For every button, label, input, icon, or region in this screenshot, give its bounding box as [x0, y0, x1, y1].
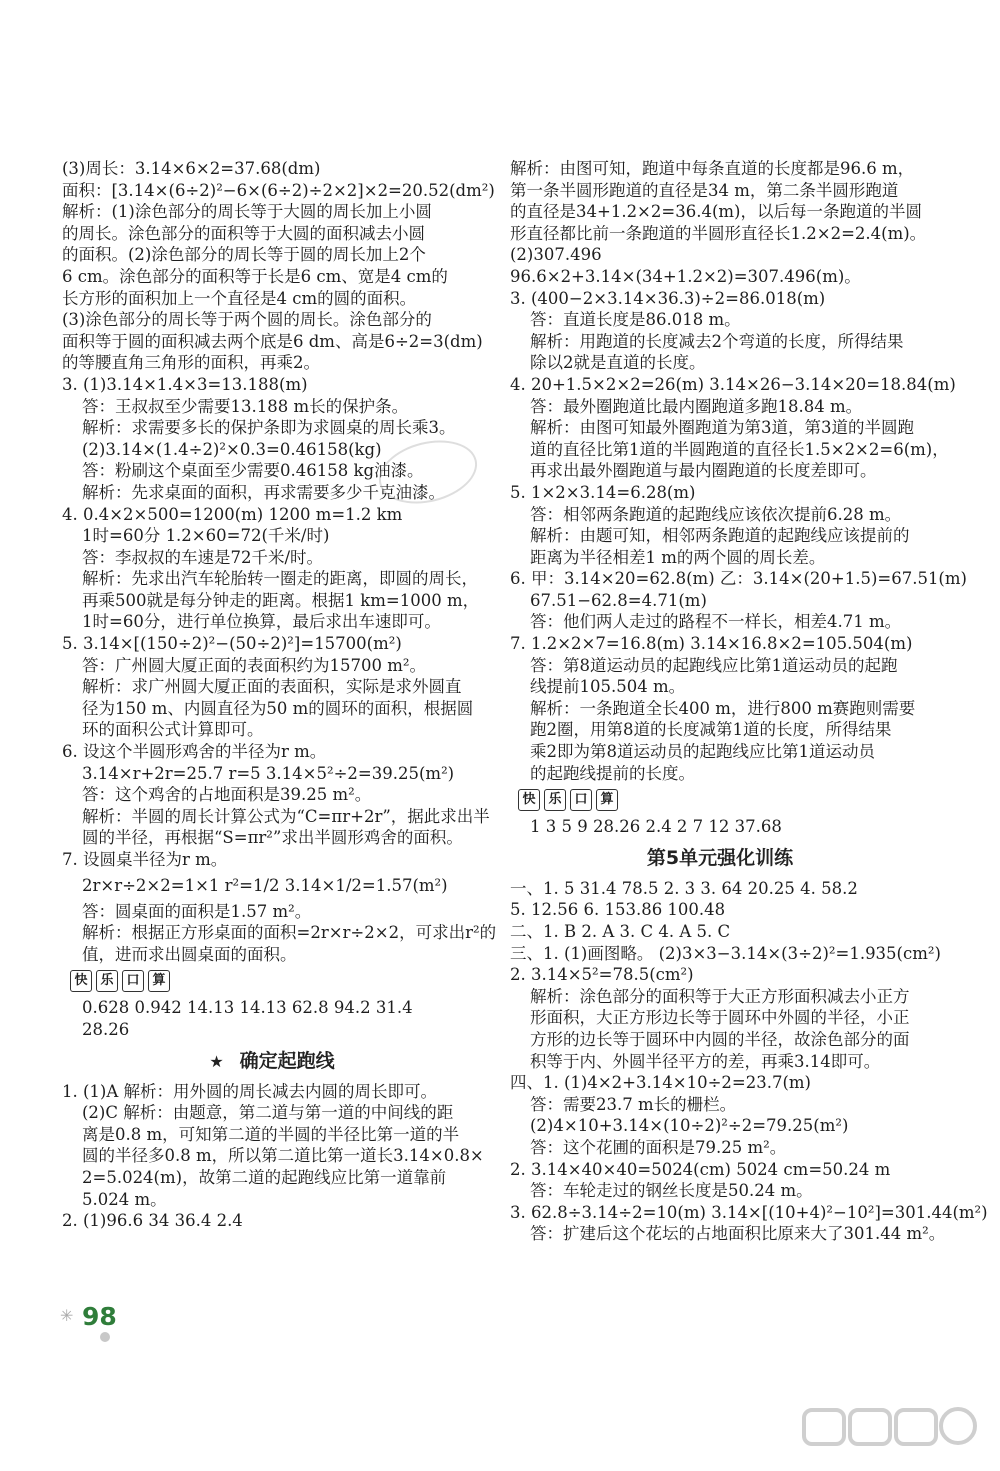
text-line: 答：圆桌面的面积是1.57 m²。 [82, 901, 312, 921]
left-column [62, 158, 497, 1232]
unit-title: 第5单元强化训练 [646, 846, 794, 869]
text-line: 解析：涂色部分的面积等于大正方形面积减去小正方 [530, 986, 910, 1006]
text-line: 4. 0.4×2×500=1200(m) 1200 m=1.2 km [62, 504, 403, 524]
dot-icon [100, 1332, 110, 1342]
text-line: 第一条半圆形跑道的直径是34 m，第二条半圆形跑道 [510, 180, 899, 200]
label-char: 乐 [96, 970, 118, 992]
text-line: 答：车轮走过的钢丝长度是50.24 m。 [530, 1181, 813, 1201]
text-line: 2. 3.14×5²=78.5(cm²) [510, 965, 694, 985]
label-char: 口 [570, 789, 592, 811]
text-line: 3. (400−2×3.14×36.3)÷2=86.018(m) [510, 288, 826, 308]
text-line: 2. 3.14×40×40=5024(cm) 5024 cm=50.24 m [510, 1159, 891, 1179]
text-line: 3.14×r+2r=25.7 r=5 3.14×5²÷2=39.25(m²) [82, 763, 455, 783]
text-line: 二、1. B 2. A 3. C 4. A 5. C [510, 922, 731, 941]
text-line: 答：扩建后这个花坛的占地面积比原来大了301.44 m²。 [530, 1224, 946, 1244]
text-line: 67.51−62.8=4.71(m) [530, 590, 707, 610]
text-line: 答：第8道运动员的起跑线应比第1道运动员的起跑 [530, 655, 898, 675]
text-line: (2)4×10+3.14×(10÷2)²÷2=79.25(m²) [530, 1116, 849, 1136]
text-line: 的周长。涂色部分的面积等于大圆的面积减去小圆 [62, 223, 425, 243]
text-line: 5.024 m。 [82, 1189, 167, 1209]
text-line: 5. 12.56 6. 153.86 100.48 [510, 900, 726, 920]
text-line: 三、1. (1)画图略。 (2)3×3−3.14×(3÷2)²=1.935(cm²) [510, 943, 941, 963]
text-line: 答：广州圆大厦正面的表面积约为15700 m²。 [82, 655, 426, 675]
text-line: (2)307.496 [510, 245, 602, 265]
text-line: 96.6×2+3.14×(34+1.2×2)=307.496(m)。 [510, 266, 861, 286]
label-char: 快 [518, 789, 540, 811]
kousuan-values: 1 3 5 9 28.26 2.4 2 7 12 37.68 [530, 817, 782, 837]
text-line: 形直径都比前一条跑道的半圆形直径长1.2×2=2.4(m)。 [510, 223, 927, 243]
text-line: 方形的边长等于圆环中内圆的半径，故涂色部分的面 [530, 1029, 910, 1049]
text-line: 面积等于圆的面积减去两个底是6 dm、高是6÷2=3(dm) [62, 331, 483, 351]
text-line: 解析：(1)涂色部分的周长等于大圆的周长加上小圆 [62, 202, 432, 222]
text-line: 答：直道长度是86.018 m。 [530, 310, 741, 330]
text-line: 6. 甲：3.14×20=62.8(m) 乙：3.14×(20+1.5)=67.51(m) [510, 569, 967, 589]
text-line: 2=5.024(m)，故第二道的起跑线应比第一道靠前 [82, 1167, 447, 1187]
site-logo-icon [800, 1404, 980, 1468]
text-line: 解析：由题可知，相邻两条跑道的起跑线应该提前的 [530, 526, 910, 546]
text-line: 答：他们两人走过的路程不一样长，相差4.71 m。 [530, 612, 902, 632]
label-char: 算 [148, 970, 170, 992]
text-line: 答：李叔叔的车速是72千米/时。 [82, 547, 324, 567]
kuaile-kousuan-label [518, 788, 930, 812]
text-line: 圆的半径，再根据“S=πr²”求出半圆形鸡舍的面积。 [82, 828, 463, 848]
text-line: 一、1. 5 31.4 78.5 2. 3 3. 64 20.25 4. 58.2 [510, 878, 858, 898]
text-line: 除以2就是直道的长度。 [530, 353, 706, 373]
text-line: 3. (1)3.14×1.4×3=13.188(m) [62, 374, 308, 394]
right-column [510, 158, 988, 1245]
text-line: (3)周长：3.14×6×2=37.68(dm) [62, 159, 321, 178]
text-line: 答：粉刷这个桌面至少需要0.46158 kg油漆。 [82, 461, 424, 481]
text-line: 6 cm。涂色部分的面积等于长是6 cm、宽是4 cm的 [62, 266, 448, 286]
text-line: 的面积。(2)涂色部分的周长等于圆的周长加上2个 [62, 245, 426, 265]
text-line: 值，进而求出圆桌面的面积。 [82, 944, 297, 964]
text-line: 积等于内、外圆半径平方的差，再乘3.14即可。 [530, 1051, 881, 1071]
star-icon: ✳ [60, 1306, 74, 1325]
text-line: 的直径是34+1.2×2=36.4(m)，以后每一条跑道的半圆 [510, 202, 922, 222]
label-char: 快 [70, 970, 92, 992]
text-line: 答：相邻两条跑道的起跑线应该依次提前6.28 m。 [530, 504, 902, 524]
text-line: 1时=60分 1.2×60=72(千米/时) [82, 526, 330, 546]
kousuan-values: 0.628 0.942 14.13 14.13 62.8 94.2 31.4 [82, 998, 413, 1018]
kousuan-values: 28.26 [82, 1019, 130, 1039]
text-line: 解析：先求出汽车轮胎转一圈走的距离，即圆的周长， [82, 569, 478, 589]
text-line: 5. 3.14×[(150÷2)²−(50÷2)²]=15700(m²) [62, 634, 402, 654]
text-line: (3)涂色部分的周长等于两个圆的周长。涂色部分的 [62, 310, 432, 330]
text-line: 5. 1×2×3.14=6.28(m) [510, 482, 696, 502]
text-line: (2)3.14×(1.4÷2)²×0.3=0.46158(kg) [82, 439, 382, 459]
text-line: 解析：用跑道的长度减去2个弯道的长度，所得结果 [530, 331, 904, 351]
text-line: 答：最外圈跑道比最内圈跑道多跑18.84 m。 [530, 396, 863, 416]
text-line: 解析：求广州圆大厦正面的表面积，实际是求外圆直 [82, 677, 462, 697]
text-line: 解析：先求桌面的面积，再求需要多少千克油漆。 [82, 482, 445, 502]
text-line: 解析：由图可知，跑道中每条直道的长度都是96.6 m， [510, 159, 915, 178]
text-line: 3. 62.8÷3.14÷2=10(m) 3.14×[(10+4)²−10²]=301.44(m²) [510, 1202, 988, 1222]
text-line: 径为150 m、内圆直径为50 m的圆环的面积，根据圆 [82, 698, 474, 718]
text-line: 的等腰直角三角形的面积，再乘2。 [62, 353, 320, 373]
text-line: 跑2圈，用第8道的长度减第1道的长度，所得结果 [530, 720, 892, 740]
answer-block-left-top [62, 158, 497, 965]
text-line: 2. (1)96.6 34 36.4 2.4 [62, 1211, 243, 1231]
text-line: 道的直径比第1道的半圆跑道的直径长1.5×2×2=6(m)， [530, 439, 949, 459]
text-line: 离是0.8 m，可知第二道的半圆的半径比第一道的半 [82, 1124, 460, 1144]
text-line: 1时=60分，进行单位换算，最后求出车速即可。 [82, 612, 441, 632]
text-line: 答：需要23.7 m长的栅栏。 [530, 1094, 737, 1114]
kuaile-kousuan-label [70, 969, 482, 993]
text-line: 解析：半圆的周长计算公式为“C=πr+2r”，据此求出半 [82, 806, 490, 826]
text-line: 解析：一条跑道全长400 m，进行800 m赛跑则需要 [530, 698, 916, 718]
label-char: 乐 [544, 789, 566, 811]
text-line: 答：这个花圃的面积是79.25 m²。 [530, 1137, 787, 1157]
text-line: 环的面积公式计算即可。 [82, 720, 264, 740]
text-line: 再求出最外圈跑道与最内圈跑道的长度差即可。 [530, 461, 877, 481]
text-line: 线提前105.504 m。 [530, 677, 686, 697]
text-line: 形面积，大正方形边长等于圆环中外圆的半径，小正 [530, 1008, 910, 1028]
text-line: 1. (1)A 解析：用外圆的周长减去内圆的周长即可。 [62, 1081, 438, 1101]
label-char: 口 [122, 970, 144, 992]
text-line: 圆的半径多0.8 m，所以第二道比第一道长3.14×0.8× [82, 1146, 484, 1166]
text-line: 4. 20+1.5×2×2=26(m) 3.14×26−3.14×20=18.84(m) [510, 374, 956, 394]
text-line: (2)C 解析：由题意，第二道与第一道的中间线的距 [82, 1103, 454, 1123]
text-line: 答：王叔叔至少需要13.188 m长的保护条。 [82, 396, 409, 416]
text-line: 乘2即为第8道运动员的起跑线应比第1道运动员 [530, 742, 875, 762]
text-line: 长方形的面积加上一个直径是4 cm的圆的面积。 [62, 288, 417, 308]
text-line: 解析：根据正方形桌面的面积=2r×r÷2×2，可求出r²的 [82, 923, 497, 943]
text-line: 答：这个鸡舍的占地面积是39.25 m²。 [82, 785, 372, 805]
text-line: 四、1. (1)4×2+3.14×10÷2=23.7(m) [510, 1073, 811, 1093]
text-line: 6. 设这个半圆形鸡舍的半径为r m。 [62, 742, 327, 762]
section-heading [62, 1041, 482, 1081]
text-line: 2r×r÷2×2=1×1 r²=1/2 3.14×1/2=1.57(m²) [82, 875, 448, 895]
section-title: 确定起跑线 [239, 1049, 335, 1072]
text-line: 7. 1.2×2×7=16.8(m) 3.14×16.8×2=105.504(m) [510, 634, 913, 654]
text-line: 再乘500就是每分钟走的距离。根据1 km=1000 m， [82, 590, 480, 610]
star-icon: ★ [209, 1051, 224, 1071]
text-line: 面积：[3.14×(6÷2)²−6×(6÷2)÷2×2]×2=20.52(dm²) [62, 180, 495, 200]
text-line: 的起跑线提前的长度。 [530, 763, 695, 783]
text-line: 距离为半径相差1 m的两个圆的周长差。 [530, 547, 826, 567]
text-line: 7. 设圆桌半径为r m。 [62, 850, 228, 869]
text-line: 解析：求需要多长的保护条即为求圆桌的周长乘3。 [82, 418, 456, 438]
page-number: 98 [82, 1302, 117, 1331]
text-line: 解析：由图可知最外圈跑道为第3道，第3道的半圆跑 [530, 418, 914, 438]
label-char: 算 [596, 789, 618, 811]
